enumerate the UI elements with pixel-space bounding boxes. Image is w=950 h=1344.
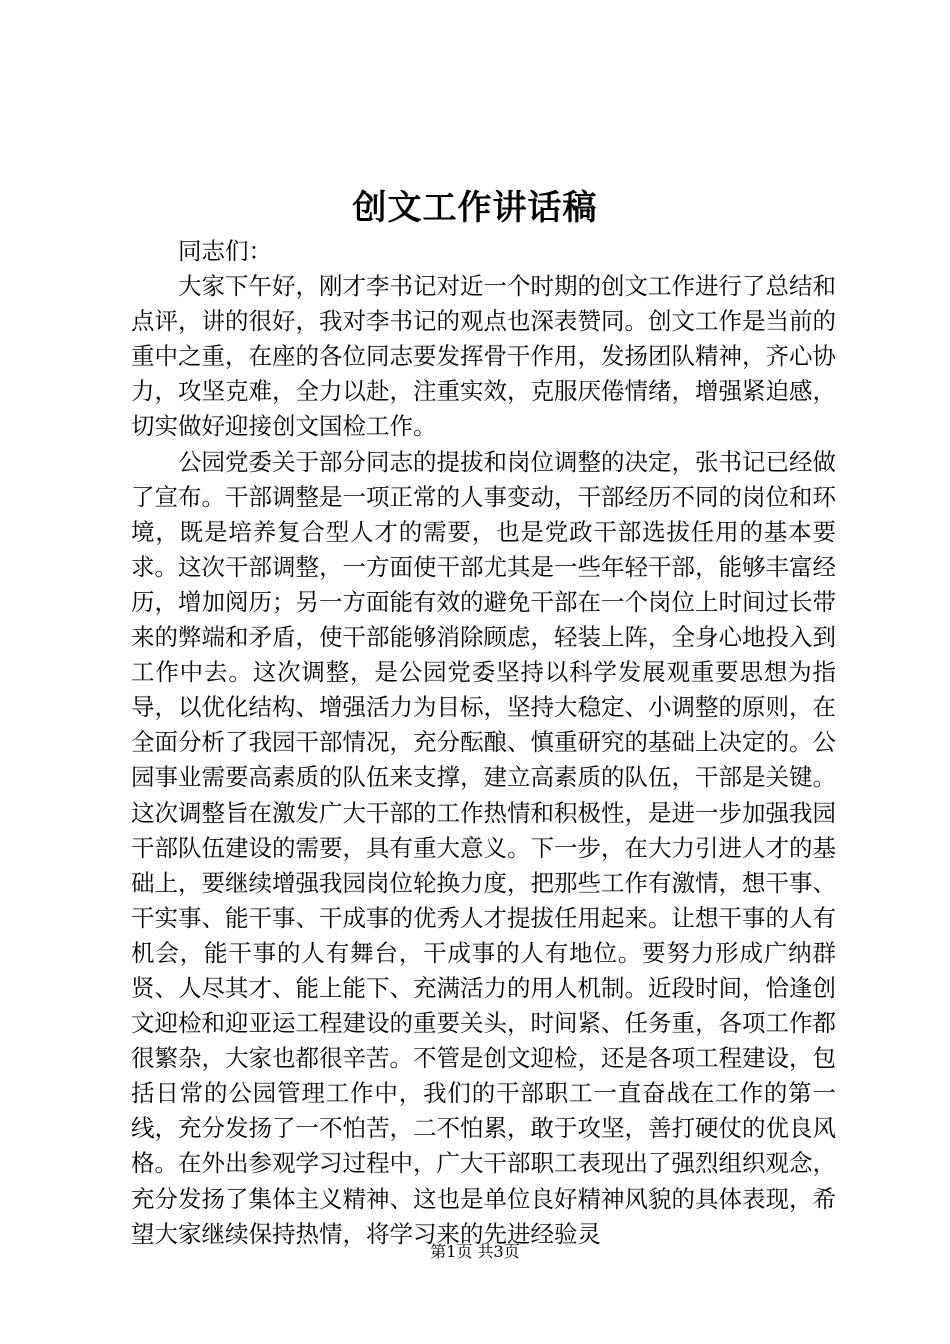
body-paragraph: 公园党委关于部分同志的提拔和岗位调整的决定，张书记已经做了宣布。干部调整是一项正常的人事变动，干部经历不同的岗位和环境，既是培养复合型人才的需要，也是党政干部选拔任用的基本要求。这次干部调整，一方面使干部尤其是一些年轻干部，能够丰富经历，增加阅历；另一方面能有效的避免干部在一个岗位上时间过长带来的弊端和矛盾，使干部能够消除顾虑，轻装上阵，全身心地投入到工作中去。这次调整，是公园党委坚持以科学发展观重要思想为指导，以优化结构、增强活力为目标，坚持大稳定、小调整的原则，在全面分析了我园干部情况，充分酝酿、慎重研究的基础上决定的。公园事业需要高素质的队伍来支撑，建立高素质的队伍，干部是关键。这次调整旨在激发广大干部的工作热情和积极性，是进一步加强我园干部队伍建设的需要，具有重大意义。下一步，在大力引进人才的基础上，要继续增强我园岗位轮换力度，把那些工作有激情，想干事、干实事、能干事、干成事的优秀人才提拔任用起来。让想干事的人有机会，能干事的人有舞台，干成事的人有地位。要努力形成广纳群贤、人尽其才、能上能下、充满活力的用人机制。近段时间，恰逢创文迎检和迎亚运工程建设的重要关头，时间紧、任务重，各项工作都很繁杂，大家也都很辛苦。不管是创文迎检，还是各项工程建设，包括日常的公园管理工作中，我们的干部职工一直奋战在工作的第一线，充分发扬了一不怕苦，二不怕累，敢于攻坚，善打硬仗的优良风格。在外出参观学习过程中，广大干部职工表现出了强烈组织观念，充分发扬了集体主义精神、这也是单位良好精神风貌的具体表现，希望大家继续保持热情，将学习来的先进经验灵 [131, 447, 836, 1248]
document-body [131, 234, 836, 1252]
body-paragraph: 大家下午好，刚才李书记对近一个时期的创文工作进行了总结和点评，讲的很好，我对李书记的观点也深表赞同。创文工作是当前的重中之重，在座的各位同志要发挥骨干作用，发扬团队精神，齐心协力，攻坚克难，全力以赴，注重实效，克服厌倦情绪，增强紧迫感，切实做好迎接创文国检工作。 [131, 272, 836, 441]
page-footer: 第1页 共3页 [430, 1242, 520, 1261]
document-title: 创文工作讲话稿 [352, 188, 598, 228]
salutation-paragraph: 同志们： [178, 237, 272, 265]
